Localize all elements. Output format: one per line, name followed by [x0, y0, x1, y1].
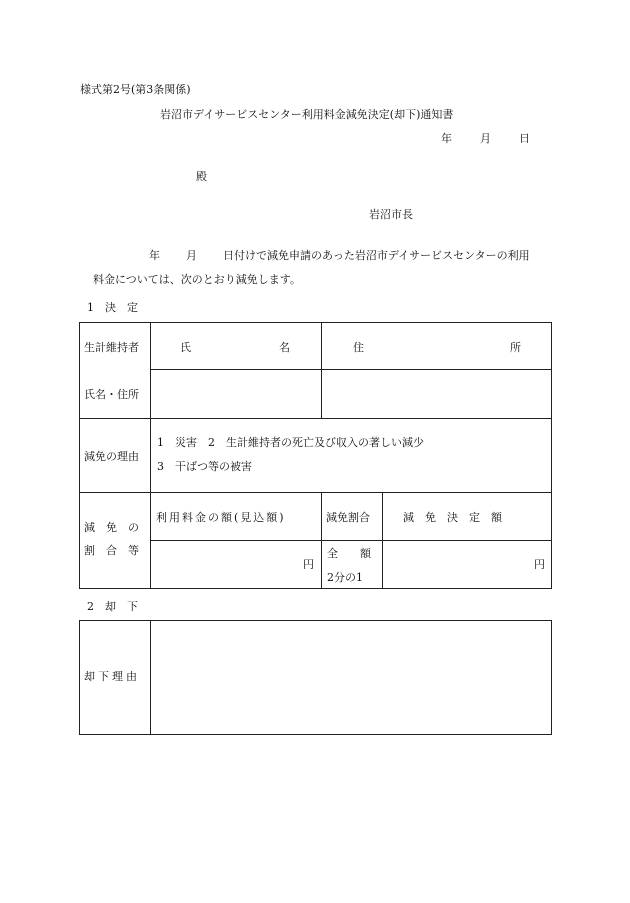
decided-amount-header: 減 免 決 定 額 — [403, 511, 502, 524]
table-divider — [79, 492, 552, 493]
ratio-full: 全 額 — [327, 547, 371, 560]
address-header: 住 所 — [353, 341, 521, 354]
date-month: 月 — [480, 132, 491, 145]
fee-yen-unit: 円 — [303, 558, 314, 571]
date-year: 年 — [441, 132, 452, 145]
section-1-heading: 1 決 定 — [87, 301, 138, 314]
table-divider — [150, 369, 552, 370]
table-divider — [321, 322, 322, 418]
reason-line-1: 1 災害 2 生計維持者の死亡及び収入の著しい減少 — [157, 436, 424, 449]
fee-amount-header: 利用料金の額(見込額) — [156, 511, 286, 524]
document-title: 岩沼市デイサービスセンター利用料金減免決定(却下)通知書 — [160, 108, 454, 121]
table-divider — [150, 620, 151, 735]
date-day: 日 — [519, 132, 530, 145]
reason-label: 減免の理由 — [84, 450, 139, 463]
body-date-year: 年 — [149, 249, 160, 262]
reason-line-2: 3 干ばつ等の被害 — [157, 460, 252, 473]
decided-yen-unit: 円 — [534, 558, 545, 571]
body-line-2: 料金については、次のとおり減免します。 — [93, 273, 301, 286]
table-divider — [79, 418, 552, 419]
ratio-half: 2分の1 — [327, 571, 363, 584]
table-divider — [150, 540, 552, 541]
issuer: 岩沼市長 — [369, 208, 413, 221]
ratio-label-2: 割 合 等 — [84, 544, 139, 557]
ratio-label-1: 減 免 の — [84, 521, 139, 534]
supporter-name-address-label: 氏名・住所 — [84, 388, 139, 401]
name-header: 氏 名 — [180, 341, 290, 354]
reduction-ratio-header: 減免割合 — [326, 511, 370, 524]
body-line-1 — [149, 250, 530, 261]
section-2-heading: 2 却 下 — [87, 600, 138, 613]
body-date-month: 月 — [186, 249, 197, 262]
table-divider — [150, 322, 151, 589]
form-number: 様式第2号(第3条関係) — [80, 83, 191, 96]
supporter-label: 生計維持者 — [84, 341, 139, 354]
body-line-1-rest: 日付けで減免申請のあった岩沼市デイサービスセンターの利用 — [223, 249, 530, 262]
addressee-suffix: 殿 — [196, 170, 207, 183]
rejection-reason-label: 却下理由 — [84, 670, 140, 683]
issue-date — [441, 133, 530, 144]
